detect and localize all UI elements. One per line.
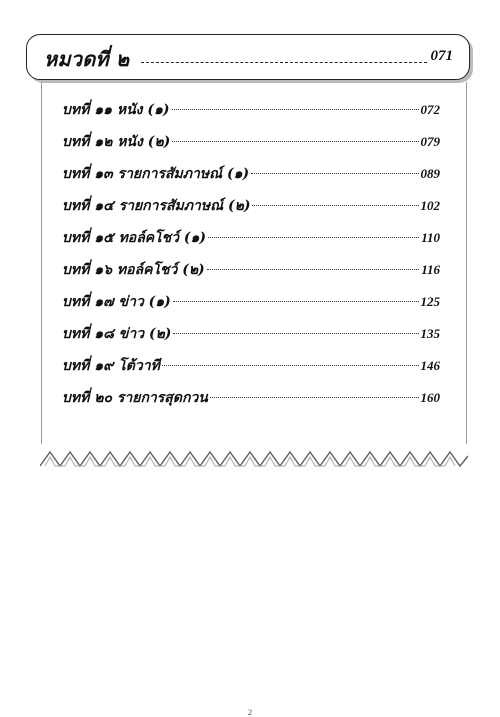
toc-entry[interactable]: [62, 99, 440, 131]
toc-entry-page: 089: [420, 166, 440, 181]
toc-entry[interactable]: [62, 163, 440, 195]
toc-entry-page: 102: [420, 198, 440, 213]
toc-entry-page: 125: [420, 294, 440, 309]
toc-entry-page: 135: [420, 326, 440, 341]
toc-dot-leader: [207, 269, 420, 270]
toc-entry-page: 079: [420, 134, 440, 149]
toc-dot-leader: [173, 301, 419, 302]
toc-entry[interactable]: [62, 131, 440, 163]
section-leader-line: [141, 62, 427, 63]
toc-dot-leader: [252, 205, 418, 206]
toc-entry-page: 146: [420, 358, 440, 373]
toc-entry-page: 116: [421, 262, 440, 277]
toc-entry-page: 160: [420, 390, 440, 405]
toc-dot-leader: [172, 109, 419, 110]
toc-dot-leader: [251, 173, 418, 174]
section-header: [26, 34, 470, 80]
toc-entry[interactable]: [62, 387, 440, 419]
toc-entry-page: 110: [421, 230, 440, 245]
toc-entry[interactable]: [62, 259, 440, 291]
toc-entry-label: บทที่ ๑๖ ทอล์คโชว์ (๒): [62, 262, 205, 278]
toc-entry[interactable]: [62, 195, 440, 227]
table-of-contents: [62, 99, 440, 419]
page-number: 2: [248, 708, 252, 717]
toc-entry[interactable]: [62, 355, 440, 387]
section-title: หมวดที่ ๒: [44, 47, 130, 71]
section-page-number: 071: [430, 48, 453, 64]
toc-entry-page: 072: [420, 102, 440, 117]
toc-dot-leader: [162, 365, 419, 366]
frame-right-border: [466, 82, 467, 444]
toc-entry-label: บทที่ ๑๘ ข่าว (๒): [62, 326, 172, 342]
toc-entry-label: บทที่ ๑๙ โต้วาที: [62, 358, 160, 374]
toc-entry-label: บทที่ ๑๑ หนัง (๑): [62, 102, 170, 118]
toc-dot-leader: [172, 141, 418, 142]
toc-entry[interactable]: [62, 291, 440, 323]
toc-entry-label: บทที่ ๑๕ ทอล์คโชว์ (๑): [62, 230, 207, 246]
toc-entry-label: บทที่ ๑๔ รายการสัมภาษณ์ (๒): [62, 198, 251, 214]
toc-entry-label: บทที่ ๒๐ รายการสุดกวน: [62, 390, 208, 406]
toc-entry-label: บทที่ ๑๗ ข่าว (๑): [62, 294, 171, 310]
toc-entry[interactable]: [62, 227, 440, 259]
toc-dot-leader: [208, 237, 419, 238]
zigzag-border-decoration: [40, 448, 468, 468]
toc-entry-label: บทที่ ๑๓ รายการสัมภาษณ์ (๑): [62, 166, 250, 182]
toc-dot-leader: [210, 397, 419, 398]
toc-entry-label: บทที่ ๑๒ หนัง (๒): [62, 134, 171, 150]
toc-entry[interactable]: [62, 323, 440, 355]
frame-left-border: [41, 82, 42, 444]
toc-dot-leader: [173, 333, 418, 334]
